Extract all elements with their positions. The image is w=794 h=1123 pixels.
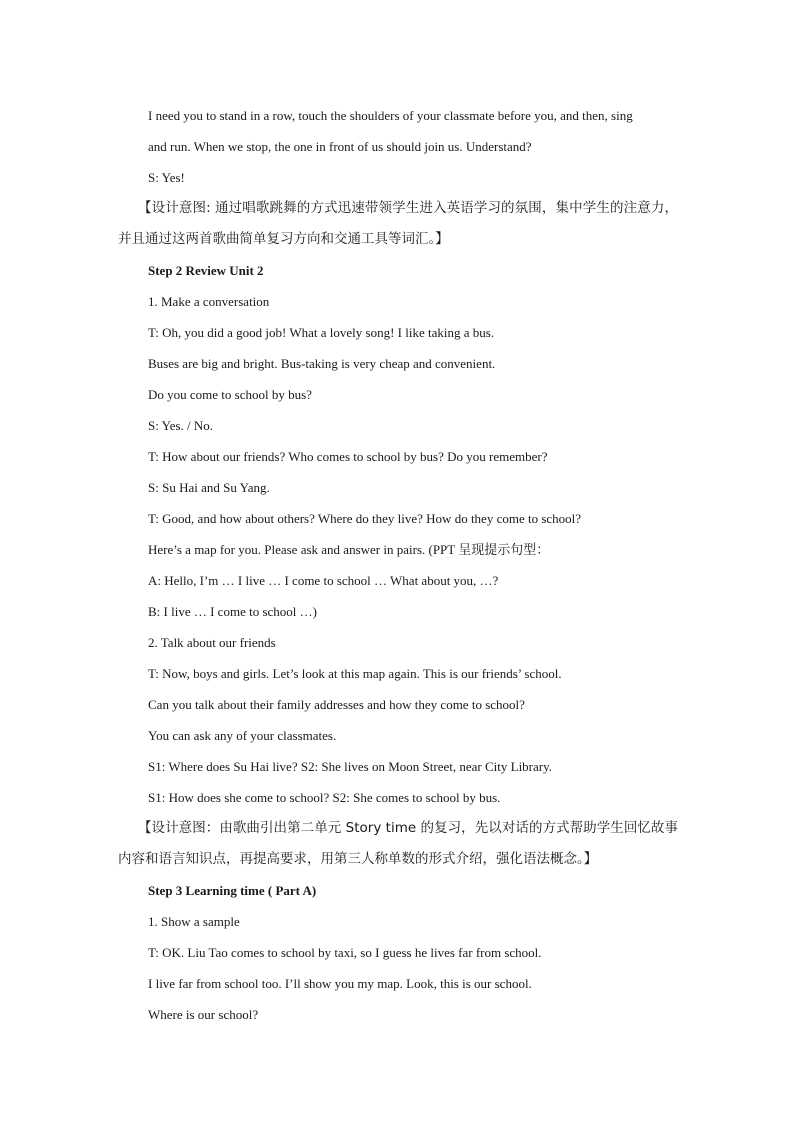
text-line: and run. When we stop, the one in front of us should join us. Understand?	[148, 139, 532, 154]
design-intent-note: 【设计意图: 通过唱歌跳舞的方式迅速带领学生进入英语学习的氛围，集中学生的注意力，并且通过这两首歌曲简单复习方向和交通工具等词汇。】	[118, 200, 678, 247]
text-line: T: Now, boys and girls. Let’s look at this map again. This is our friends’ school.	[148, 666, 562, 681]
design-intent-note: 【设计意图：由歌曲引出第二单元 Story time 的复习，先以对话的方式帮助学生回忆故事内容和语言知识点，再提高要求，用第三人称单数的形式介绍，强化语法概念。】	[118, 820, 678, 867]
section-heading: Step 3 Learning time ( Part A)	[148, 883, 317, 898]
text-line: I need you to stand in a row, touch the shoulders of your classmate before you, and then, sing	[148, 108, 633, 123]
text-line: S: Yes!	[148, 170, 185, 185]
text-line: T: How about our friends? Who comes to school by bus? Do you remember?	[148, 449, 548, 464]
text-line: S1: Where does Su Hai live? S2: She lives on Moon Street, near City Library.	[148, 759, 553, 774]
text-line: S1: How does she come to school? S2: She comes to school by bus.	[148, 790, 501, 805]
text-line: S: Yes. / No.	[148, 418, 214, 433]
text-line: Can you talk about their family addresses and how they come to school?	[148, 697, 525, 712]
text-line: 1. Make a conversation	[148, 294, 270, 309]
text-line: I live far from school too. I’ll show you my map. Look, this is our school.	[148, 976, 532, 991]
text-line: Here’s a map for you. Please ask and answer in pairs. (PPT 呈现提示句型：	[148, 542, 550, 557]
document-body	[118, 100, 678, 1030]
text-line: T: Good, and how about others? Where do they live? How do they come to school?	[148, 511, 582, 526]
text-line: B: I live … I come to school …)	[148, 604, 317, 619]
text-line: You can ask any of your classmates.	[148, 728, 337, 743]
text-line: 2. Talk about our friends	[148, 635, 276, 650]
section-heading: Step 2 Review Unit 2	[148, 263, 264, 278]
text-line: Buses are big and bright. Bus-taking is very cheap and convenient.	[148, 356, 496, 371]
text-line: 1. Show a sample	[148, 914, 240, 929]
text-line: Do you come to school by bus?	[148, 387, 312, 402]
text-line: Where is our school?	[148, 1007, 259, 1022]
text-line: A: Hello, I’m … I live … I come to school … What about you, …?	[148, 573, 499, 588]
text-line: T: Oh, you did a good job! What a lovely song! I like taking a bus.	[148, 325, 495, 340]
text-line: S: Su Hai and Su Yang.	[148, 480, 270, 495]
text-line: T: OK. Liu Tao comes to school by taxi, so I guess he lives far from school.	[148, 945, 542, 960]
